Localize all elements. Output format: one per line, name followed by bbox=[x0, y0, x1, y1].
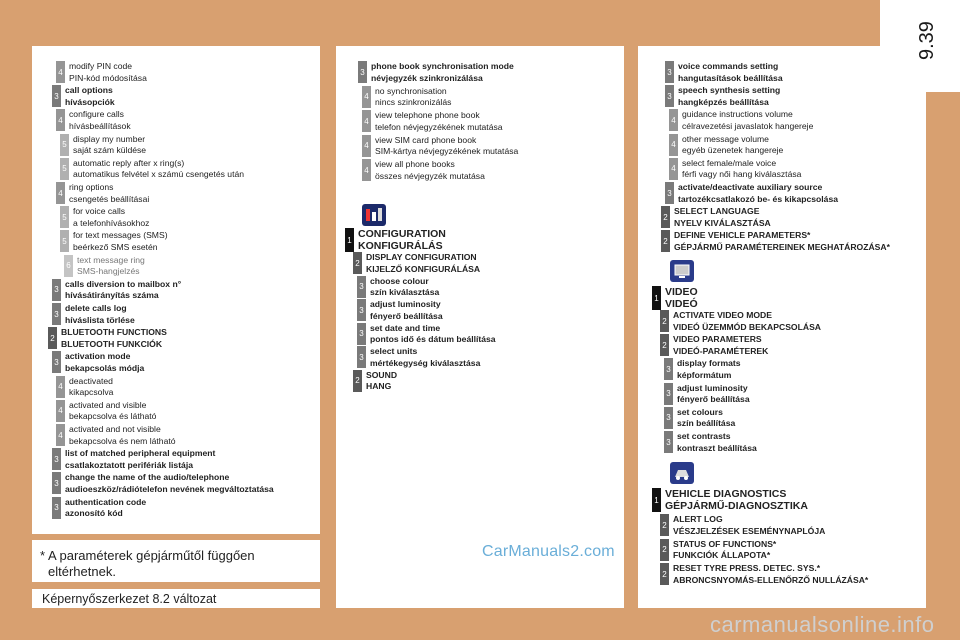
menu-item-line: automatikus felvétel x számú csengetés után bbox=[73, 169, 245, 180]
menu-item-line: GÉPJÁRMŰ PARAMÉTEREINEK MEGHATÁROZÁSA* bbox=[674, 241, 890, 252]
menu-item-text bbox=[69, 424, 176, 447]
menu-item bbox=[661, 206, 771, 229]
menu-item-text bbox=[370, 299, 443, 322]
menu-item bbox=[660, 563, 868, 586]
menu-item-line: saját szám küldése bbox=[73, 145, 147, 156]
watermark-carmanualsonline: carmanualsonline.info bbox=[710, 612, 935, 637]
section-heading-line: KONFIGURÁLÁS bbox=[358, 240, 443, 252]
menu-item-line: csengetés beállításai bbox=[69, 193, 150, 204]
menu-item bbox=[353, 252, 480, 275]
menu-item-text bbox=[682, 109, 813, 132]
section-heading-line: VEHICLE DIAGNOSTICS bbox=[665, 488, 787, 500]
menu-item-line: RESET TYRE PRESS. DETEC. SYS.* bbox=[673, 563, 821, 573]
menu-item-line: view telephone phone book bbox=[375, 110, 480, 120]
menu-item-line: hívásátirányítás száma bbox=[65, 290, 159, 301]
level-badge: 3 bbox=[665, 61, 674, 83]
menu-item-line: SOUND bbox=[366, 369, 398, 380]
menu-item-line: deactivated bbox=[69, 375, 113, 386]
menu-item-text bbox=[677, 383, 750, 406]
menu-item-text bbox=[673, 563, 868, 586]
section-heading-line: GÉPJÁRMŰ-DIAGNOSZTIKA bbox=[665, 500, 808, 512]
menu-item-line: view SIM card phone book bbox=[375, 134, 477, 145]
level-badge: 1 bbox=[652, 488, 661, 512]
menu-item-line: hívásbeállítások bbox=[69, 120, 131, 131]
menu-item-text bbox=[673, 310, 821, 333]
level-badge: 3 bbox=[357, 346, 366, 368]
menu-item-text bbox=[371, 61, 514, 84]
menu-item-text bbox=[674, 206, 771, 229]
menu-item-text bbox=[375, 135, 518, 158]
menu-item-line: audioeszköz/rádiótelefon nevének megváltoztatása bbox=[65, 483, 274, 494]
menu-item-line: telefon névjegyzékének mutatása bbox=[375, 121, 503, 132]
level-badge: 2 bbox=[353, 370, 362, 392]
level-badge: 4 bbox=[56, 376, 65, 398]
menu-item bbox=[56, 61, 147, 84]
menu-item-text bbox=[678, 182, 838, 205]
menu-item-line: calls diversion to mailbox n° bbox=[65, 278, 182, 289]
menu-item-text bbox=[678, 61, 783, 84]
level-badge: 1 bbox=[652, 286, 661, 310]
menu-item bbox=[353, 370, 397, 393]
menu-item bbox=[60, 206, 149, 229]
menu-item bbox=[664, 358, 741, 381]
menu-item bbox=[52, 351, 144, 374]
menu-item-line: voice commands setting bbox=[678, 61, 779, 71]
menu-item bbox=[665, 182, 838, 205]
menu-item-text bbox=[73, 230, 168, 253]
level-badge: 4 bbox=[669, 134, 678, 156]
menu-item-line: VÉSZJELZÉSEK ESEMÉNYNAPLÓJA bbox=[673, 525, 826, 536]
menu-item-line: SIM-kártya névjegyzékének mutatása bbox=[375, 146, 519, 156]
menu-item-line: VIDEÓ ÜZEMMÓD BEKAPCSOLÁSA bbox=[673, 321, 822, 332]
level-badge: 3 bbox=[52, 279, 61, 301]
menu-item-text bbox=[375, 159, 485, 182]
level-badge: 3 bbox=[52, 303, 61, 325]
menu-item bbox=[52, 448, 215, 471]
menu-item bbox=[52, 472, 274, 495]
menu-item-text bbox=[73, 206, 149, 229]
menu-item bbox=[660, 310, 821, 333]
menu-item-text bbox=[69, 109, 131, 132]
level-badge: 3 bbox=[357, 323, 366, 345]
menu-item bbox=[357, 299, 443, 322]
menu-item-text bbox=[65, 85, 115, 108]
level-badge: 3 bbox=[357, 276, 366, 298]
menu-item bbox=[52, 279, 181, 302]
menu-item-line: kontraszt beállítása bbox=[677, 442, 757, 453]
menu-item-line: BLUETOOTH FUNKCIÓK bbox=[61, 338, 163, 349]
level-badge: 4 bbox=[362, 135, 371, 157]
menu-item-line: NYELV KIVÁLASZTÁSA bbox=[674, 217, 771, 228]
menu-item bbox=[669, 134, 783, 157]
diagnostics-icon bbox=[670, 462, 694, 484]
level-badge: 3 bbox=[665, 85, 674, 107]
menu-item-line: PIN-kód módosítása bbox=[69, 72, 147, 83]
menu-item-line: összes névjegyzék mutatása bbox=[375, 170, 485, 181]
menu-item-line: other message volume bbox=[682, 133, 769, 144]
menu-item bbox=[52, 497, 146, 520]
level-badge: 4 bbox=[669, 109, 678, 131]
menu-item bbox=[357, 323, 496, 346]
level-badge: 2 bbox=[48, 327, 57, 349]
level-badge: 2 bbox=[661, 230, 670, 252]
menu-item-line: activate/deactivate auxiliary source bbox=[678, 182, 823, 192]
menu-item-line: szín beállítása bbox=[677, 418, 736, 429]
level-badge: 3 bbox=[52, 85, 61, 107]
menu-item bbox=[669, 158, 801, 181]
menu-item-line: egyéb üzenetek hangereje bbox=[682, 145, 784, 156]
menu-item bbox=[56, 424, 176, 447]
menu-item-line: view all phone books bbox=[375, 159, 455, 169]
menu-item bbox=[664, 407, 735, 430]
menu-item bbox=[48, 327, 167, 350]
menu-item-line: KIJELZŐ KONFIGURÁLÁSA bbox=[366, 263, 481, 274]
menu-item-text bbox=[366, 370, 397, 393]
menu-item-line: text message ring bbox=[77, 254, 145, 265]
section-heading bbox=[652, 286, 698, 310]
level-badge: 4 bbox=[56, 109, 65, 131]
section-heading bbox=[345, 228, 446, 252]
menu-item-text bbox=[77, 255, 145, 278]
level-badge: 3 bbox=[664, 431, 673, 453]
menu-item-line: VIDEÓ-PARAMÉTEREK bbox=[673, 345, 769, 356]
menu-item-line: display formats bbox=[677, 358, 741, 369]
level-badge: 3 bbox=[52, 472, 61, 494]
level-badge: 4 bbox=[56, 182, 65, 204]
menu-item bbox=[362, 110, 503, 133]
menu-item-text bbox=[61, 327, 167, 350]
menu-item-line: DEFINE VEHICLE PARAMETERS* bbox=[674, 230, 811, 241]
menu-item bbox=[56, 182, 149, 205]
watermark-carmanuals2: CarManuals2.com bbox=[482, 543, 615, 560]
menu-item-text bbox=[375, 110, 503, 133]
menu-item bbox=[64, 255, 145, 278]
menu-item-text bbox=[677, 431, 757, 454]
level-badge: 2 bbox=[660, 563, 669, 585]
menu-item bbox=[60, 158, 244, 181]
menu-item-text bbox=[73, 158, 244, 181]
menu-item-line: HANG bbox=[366, 381, 392, 391]
menu-item-line: bekapcsolva és nem látható bbox=[69, 435, 176, 446]
menu-item-text bbox=[69, 376, 113, 399]
menu-item-text bbox=[69, 182, 149, 205]
level-badge: 2 bbox=[660, 514, 669, 536]
menu-item-text bbox=[678, 85, 780, 108]
menu-item bbox=[665, 61, 783, 84]
level-badge: 4 bbox=[56, 61, 65, 83]
menu-item-line: DISPLAY CONFIGURATION bbox=[366, 252, 477, 262]
section-heading-line: CONFIGURATION bbox=[358, 228, 446, 240]
section-heading-text bbox=[665, 286, 698, 310]
menu-item-text bbox=[65, 303, 135, 326]
menu-item-line: hívásopciók bbox=[65, 96, 115, 107]
menu-item-line: nincs szinkronizálás bbox=[375, 97, 452, 107]
menu-item-line: mértékegység kiválasztása bbox=[370, 357, 481, 368]
menu-item-text bbox=[673, 539, 776, 562]
level-badge: 3 bbox=[664, 383, 673, 405]
menu-item-text bbox=[65, 448, 215, 471]
menu-item-line: activated and not visible bbox=[69, 424, 161, 434]
level-badge: 3 bbox=[52, 448, 61, 470]
menu-item bbox=[357, 346, 480, 369]
menu-item-line: ring options bbox=[69, 182, 114, 192]
menu-item-line: a telefonhívásokhoz bbox=[73, 217, 150, 228]
configuration-icon bbox=[362, 204, 386, 226]
menu-item bbox=[669, 109, 813, 132]
menu-item-text bbox=[65, 351, 144, 374]
menu-item-line: for text messages (SMS) bbox=[73, 230, 168, 241]
level-badge: 2 bbox=[660, 310, 669, 332]
level-badge: 3 bbox=[665, 182, 674, 204]
menu-item bbox=[362, 135, 518, 158]
menu-item-text bbox=[69, 400, 156, 423]
menu-item-text bbox=[370, 346, 480, 369]
menu-item-line: célravezetési javaslatok hangereje bbox=[682, 120, 814, 131]
menu-item-line: bekapcsolva és látható bbox=[69, 411, 157, 422]
menu-item-text bbox=[370, 323, 496, 346]
menu-item bbox=[660, 539, 776, 562]
section-heading-line: VIDEÓ bbox=[665, 298, 698, 310]
menu-item-line: tartozékcsatlakozó be- és kikapcsolása bbox=[678, 193, 839, 204]
level-badge: 2 bbox=[353, 252, 362, 274]
menu-item-line: call options bbox=[65, 85, 113, 96]
page-number: 9.39 bbox=[916, 21, 938, 60]
menu-item bbox=[60, 134, 146, 157]
level-badge: 2 bbox=[660, 539, 669, 561]
level-badge: 1 bbox=[345, 228, 354, 252]
menu-item-line: beérkező SMS esetén bbox=[73, 241, 158, 252]
menu-item bbox=[52, 85, 115, 108]
menu-item-line: delete calls log bbox=[65, 303, 127, 313]
level-badge: 3 bbox=[52, 351, 61, 373]
menu-item bbox=[362, 159, 485, 182]
level-badge: 5 bbox=[60, 230, 69, 252]
menu-item-text bbox=[65, 497, 146, 520]
menu-item-line: szín kiválasztása bbox=[370, 287, 440, 297]
menu-item-line: SELECT LANGUAGE bbox=[674, 206, 760, 217]
level-badge: 4 bbox=[362, 159, 371, 181]
menu-item-line: azonosító kód bbox=[65, 508, 123, 519]
menu-item-line: activation mode bbox=[65, 351, 131, 362]
menu-item-line: hangutasítások beállítása bbox=[678, 72, 783, 83]
menu-item-text bbox=[673, 334, 768, 357]
menu-item-line: configure calls bbox=[69, 109, 124, 120]
menu-item-text bbox=[375, 86, 451, 109]
level-badge: 5 bbox=[60, 134, 69, 156]
menu-item-text bbox=[366, 252, 480, 275]
level-badge: 6 bbox=[64, 255, 73, 277]
menu-item bbox=[56, 400, 156, 423]
menu-item-line: férfi vagy női hang kiválasztása bbox=[682, 169, 802, 180]
menu-item-line: ALERT LOG bbox=[673, 514, 723, 524]
menu-item bbox=[362, 86, 451, 109]
menu-item-line: display my number bbox=[73, 133, 146, 144]
level-badge: 3 bbox=[357, 299, 366, 321]
menu-item-line: ABRONCSNYOMÁS-ELLENŐRZŐ NULLÁZÁSA* bbox=[673, 574, 869, 585]
menu-item-line: híváslista törlése bbox=[65, 314, 135, 325]
menu-item-line: csatlakoztatott perifériák listája bbox=[65, 459, 193, 470]
menu-item-line: pontos idő és dátum beállítása bbox=[370, 334, 496, 344]
menu-item bbox=[660, 514, 825, 537]
level-badge: 3 bbox=[664, 358, 673, 380]
menu-item-line: list of matched peripheral equipment bbox=[65, 448, 216, 459]
footnote-line-2: eltérhetnek. bbox=[48, 564, 116, 579]
menu-item-text bbox=[65, 279, 181, 302]
menu-item-line: activated and visible bbox=[69, 399, 147, 410]
menu-item-text bbox=[674, 230, 890, 253]
section-heading-text bbox=[358, 228, 446, 252]
menu-item-text bbox=[370, 276, 439, 299]
menu-item-line: BLUETOOTH FUNCTIONS bbox=[61, 327, 167, 338]
menu-item bbox=[52, 303, 135, 326]
menu-item bbox=[56, 109, 131, 132]
menu-item-text bbox=[673, 514, 825, 537]
menu-item-line: set contrasts bbox=[677, 431, 731, 441]
level-badge: 3 bbox=[664, 407, 673, 429]
menu-item-text bbox=[73, 134, 146, 157]
level-badge: 4 bbox=[362, 86, 371, 108]
menu-item-line: adjust luminosity bbox=[370, 299, 441, 309]
menu-item-text bbox=[65, 472, 274, 495]
section-heading bbox=[652, 488, 808, 512]
menu-item-line: change the name of the audio/telephone bbox=[65, 472, 230, 483]
menu-item-line: phone book synchronisation mode bbox=[371, 61, 514, 71]
level-badge: 4 bbox=[56, 400, 65, 422]
section-heading-text bbox=[665, 488, 808, 512]
menu-item-line: automatic reply after x ring(s) bbox=[73, 157, 185, 168]
section-heading-line: VIDEO bbox=[665, 286, 698, 298]
menu-item-line: kikapcsolva bbox=[69, 387, 114, 398]
menu-item-text bbox=[69, 61, 147, 84]
menu-item bbox=[664, 383, 750, 406]
footnote-line-1: * A paraméterek gépjárműtől függően bbox=[40, 548, 255, 563]
menu-item-line: speech synthesis setting bbox=[678, 85, 781, 96]
level-badge: 4 bbox=[669, 158, 678, 180]
menu-item bbox=[661, 230, 890, 253]
menu-item-line: set colours bbox=[677, 406, 723, 417]
menu-item-line: FUNKCIÓK ÁLLAPOTA* bbox=[673, 550, 771, 560]
level-badge: 5 bbox=[60, 158, 69, 180]
menu-item bbox=[357, 276, 439, 299]
menu-item-line: hangképzés beállítása bbox=[678, 96, 769, 107]
menu-item-text bbox=[682, 134, 783, 157]
menu-item-text bbox=[677, 358, 741, 381]
footnote bbox=[40, 548, 255, 580]
menu-item-text bbox=[682, 158, 801, 181]
menu-item bbox=[60, 230, 168, 253]
level-badge: 3 bbox=[358, 61, 367, 83]
video-icon bbox=[670, 260, 694, 282]
menu-item-line: set date and time bbox=[370, 322, 441, 333]
menu-item-line: bekapcsolás módja bbox=[65, 362, 145, 373]
menu-item-line: VIDEO PARAMETERS bbox=[673, 334, 762, 345]
level-badge: 2 bbox=[660, 334, 669, 356]
menu-item-line: choose colour bbox=[370, 275, 429, 286]
menu-item-line: képformátum bbox=[677, 369, 732, 380]
menu-item-line: no synchronisation bbox=[375, 85, 447, 96]
menu-item-line: névjegyzék szinkronizálása bbox=[371, 72, 483, 83]
menu-item bbox=[56, 376, 113, 399]
menu-item-line: select units bbox=[370, 346, 418, 356]
menu-item-line: ACTIVATE VIDEO MODE bbox=[673, 310, 772, 320]
menu-item-line: fényerő beállítása bbox=[677, 394, 750, 405]
menu-item-text bbox=[677, 407, 735, 430]
level-badge: 3 bbox=[52, 497, 61, 519]
menu-item bbox=[660, 334, 768, 357]
level-badge: 2 bbox=[661, 206, 670, 228]
level-badge: 5 bbox=[60, 206, 69, 228]
version-label: Képernyőszerkezet 8.2 változat bbox=[42, 592, 217, 606]
menu-item bbox=[665, 85, 780, 108]
menu-item bbox=[358, 61, 514, 84]
menu-item bbox=[664, 431, 757, 454]
menu-item-line: adjust luminosity bbox=[677, 382, 748, 393]
menu-item-line: select female/male voice bbox=[682, 157, 777, 168]
level-badge: 4 bbox=[362, 110, 371, 132]
level-badge: 4 bbox=[56, 424, 65, 446]
menu-item-line: for voice calls bbox=[73, 206, 126, 217]
menu-item-line: authentication code bbox=[65, 496, 147, 507]
menu-item-line: guidance instructions volume bbox=[682, 109, 793, 120]
menu-item-line: modify PIN code bbox=[69, 61, 133, 71]
menu-item-line: fényerő beállítása bbox=[370, 310, 443, 321]
menu-item-line: SMS-hangjelzés bbox=[77, 266, 140, 277]
menu-item-line: STATUS OF FUNCTIONS* bbox=[673, 538, 777, 549]
